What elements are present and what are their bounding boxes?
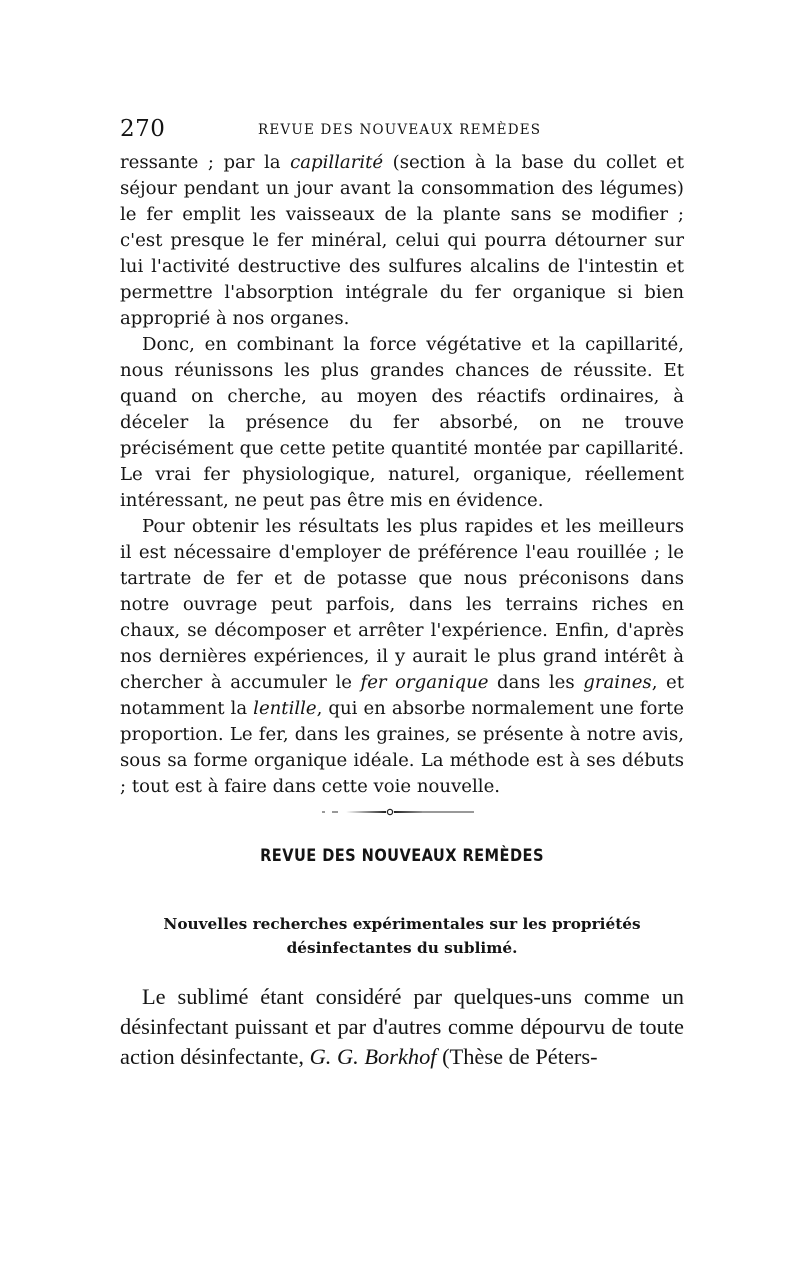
running-head bbox=[120, 114, 684, 144]
article-title-line: désinfectantes du sublimé. bbox=[286, 939, 518, 957]
italic-term: fer organique bbox=[360, 672, 489, 693]
paragraph: Pour obtenir les résultats les plus rapides et les meilleurs il est nécessaire d'employer de préférence l'eau rouillée ; le tartrate de fer et de potasse que nous préconisons dans notre ouvrage peut parfois, dans les terrains riches en chaux, se décomposer et arrêter l'expérience. Enfin, d'après nos dernières expériences, il y aurait le plus grand intérêt à chercher à accumuler le fer organique dans les graines, et notamment la lentille, qui en absorbe normalement une forte proportion. Le fer, dans les graines, se présente à notre avis, sous sa forme organique idéale. La méthode est à ses débuts ; tout est à faire dans cette voie nouvelle. bbox=[120, 516, 684, 797]
italic-term: graines bbox=[583, 672, 652, 693]
article-title-line: Nouvelles recherches expérimentales sur les propriétés bbox=[163, 915, 641, 933]
paragraph: Le sublimé étant considéré par quelques-uns comme un désinfectant puissant et par d'autres comme dépourvu de toute action désinfectante, G. G. Borkhof (Thèse de Péters- bbox=[120, 984, 684, 1069]
page-number: 270 bbox=[120, 116, 166, 142]
running-head-title: REVUE DES NOUVEAUX REMÈDES bbox=[258, 122, 542, 138]
paragraph-continued: ressante ; par la capillarité (section à la base du collet et séjour pendant un jour avant la consommation des légumes) le fer emplit les vaisseaux de la plante sans se modifier ; c'est presque le fer minéral, celui qui pourra détourner sur lui l'activité destructive des sulfures alcalins de l'intestin et permettre l'absorption intégrale du fer organique si bien approprié à nos organes. bbox=[120, 152, 684, 329]
paragraph: Donc, en combinant la force végétative et la capillarité, nous réunissons les plus grandes chances de réussite. Et quand on cherche, au moyen des réactifs ordinaires, à déceler la présence du fer absorbé, on ne trouve précisément que cette petite quantité montée par capillarité. Le vrai fer physiologique, naturel, organique, réellement intéressant, ne peut pas être mis en évidence. bbox=[120, 334, 684, 511]
body-text bbox=[120, 150, 684, 800]
italic-term: capillarité bbox=[290, 152, 384, 173]
author-name: G. G. Borkhof bbox=[309, 1044, 437, 1069]
article-title bbox=[130, 912, 674, 960]
ornamental-separator bbox=[322, 808, 474, 816]
section-heading: REVUE DES NOUVEAUX REMÈDES bbox=[260, 846, 544, 866]
italic-term: lentille bbox=[253, 698, 317, 719]
article-text bbox=[120, 982, 684, 1072]
